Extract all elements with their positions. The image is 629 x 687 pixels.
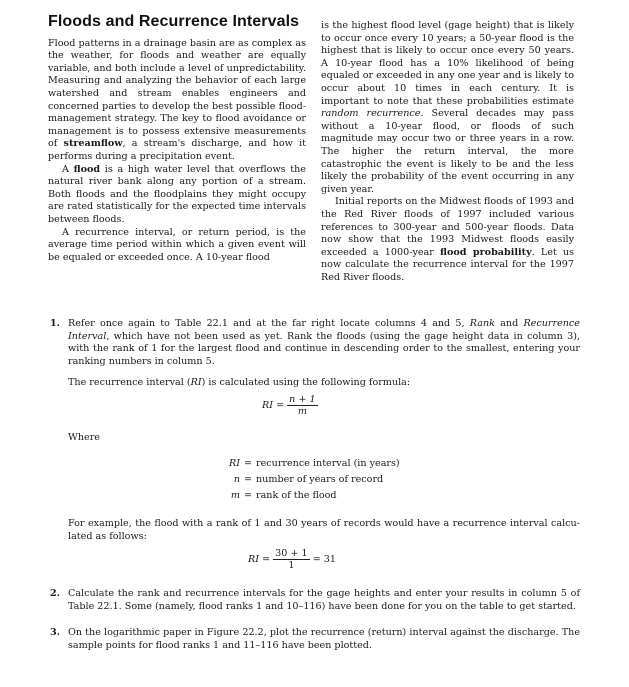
right-column: [321, 20, 574, 284]
term-streamflow: streamflow: [63, 138, 123, 150]
question-3-text: On the logarithmic paper in Figure 22.2, plot the recurrence (return) interval against the discharge. The sample points for flood ranks 1 and 11–116 have been plotted.: [68, 627, 580, 651]
example-formula-denominator: 1: [288, 560, 295, 571]
recurrence-formula: [262, 394, 318, 417]
formula-denominator: m: [297, 406, 307, 417]
where-label: Where: [68, 432, 100, 443]
question-number: 3.: [50, 627, 61, 638]
question-2-text: Calculate the rank and recurrence intervals for the gage heights and enter your results in column 5 of Table 22.1. Some (namely, flood ranks 1 and 10–116) have been done for you on the table to get started.: [68, 588, 580, 612]
paragraph-recurrence-interval: A recurrence interval, or return period, is the average time period within which a given event will be equaled or exceeded once. A 10-year flood: [48, 226, 306, 263]
formula-lhs: RI =: [262, 400, 285, 411]
question-number: 2.: [50, 588, 61, 599]
page-title: Floods and Recurrence Intervals: [48, 13, 300, 30]
example-formula-lhs: RI =: [248, 554, 271, 565]
term-flood: flood: [73, 163, 101, 175]
term-flood-probability: flood probability: [440, 246, 532, 258]
paragraph-flood-patterns: Flood patterns in a drainage basin are as complex as the weather, for floods and weather are equally variable, and both include a level of unpredictability. Measuring and analyzing the behavior of each large watershed and stream enables engineers and concerned parties to develop the best possible flood-management strategy. The key to flood avoidance or management is to possess extensive measurements of streamflow, a stream's discharge, and how it performs during a precipitation event.: [48, 37, 306, 162]
example-formula: [248, 548, 336, 571]
question-3: [48, 627, 580, 652]
definition-row: n = number of years of record: [233, 474, 384, 485]
term-random-recurrence: random recurrence: [321, 108, 421, 120]
question-2: [48, 588, 580, 613]
left-column: [48, 13, 306, 264]
formula-fraction: [287, 394, 317, 417]
question-1-text: 1. Refer once again to Table 22.1 and at the far right locate columns 4 and 5, Rank and Recurrence Interval, which have not been used as yet. Rank the floods (using the gage height data in column 3), with the rank of 1 for the largest flood and continue in descending order to the smallest, entering your ranking numbers in column 5.: [50, 318, 580, 367]
definition-row: RI = recurrence interval (in years): [228, 458, 400, 469]
definition-row: m = rank of the flood: [230, 490, 337, 501]
paragraph-flood-definition: A flood is a high water level that overflows the natural river bank along any portion of a stream. Both floods and the floodplains they might occupy are rated statistically for the expected time intervals between floods.: [48, 163, 306, 225]
example-formula-result: = 31: [312, 554, 336, 565]
paragraph-flood-probability: is the highest flood level (gage height) that is likely to occur once every 10 years; a 50-year flood is the highest that is likely to occur once every 50 years. A 10-year flood has a 10% likelihood of being equaled or exceeded in any one year and is likely to occur about 10 times in each century. It is important to note that these probabilities estimate random recurrence. Several decades may pass without a 10-year flood, or floods of such magnitude may occur two or three years in a row. The higher the return interval, the more catastrophic the event is likely to be and the less likely the probability of the event occurring in any given year.: [321, 20, 574, 195]
definitions-list: [228, 456, 400, 504]
example-formula-numerator: 30 + 1: [275, 548, 308, 559]
example-text: For example, the flood with a rank of 1 and 30 years of records would have a recurrence interval calculated as follows:: [68, 518, 580, 542]
formula-numerator: n + 1: [289, 394, 316, 405]
paragraph-midwest-floods: Initial reports on the Midwest floods of 1993 and the Red River floods of 1997 included various references to 300-year and 500-year floods. Data now show that the 1993 Midwest floods easily exceeded a 1000-year flood probability. Let us now calculate the recurrence interval for the 1997 Red River floods.: [321, 196, 574, 283]
question-1: [48, 318, 580, 390]
formula-intro: The recurrence interval (RI) is calculated using the following formula:: [68, 377, 411, 389]
question-number: 1.: [50, 318, 61, 329]
example-formula-fraction: [273, 548, 309, 571]
